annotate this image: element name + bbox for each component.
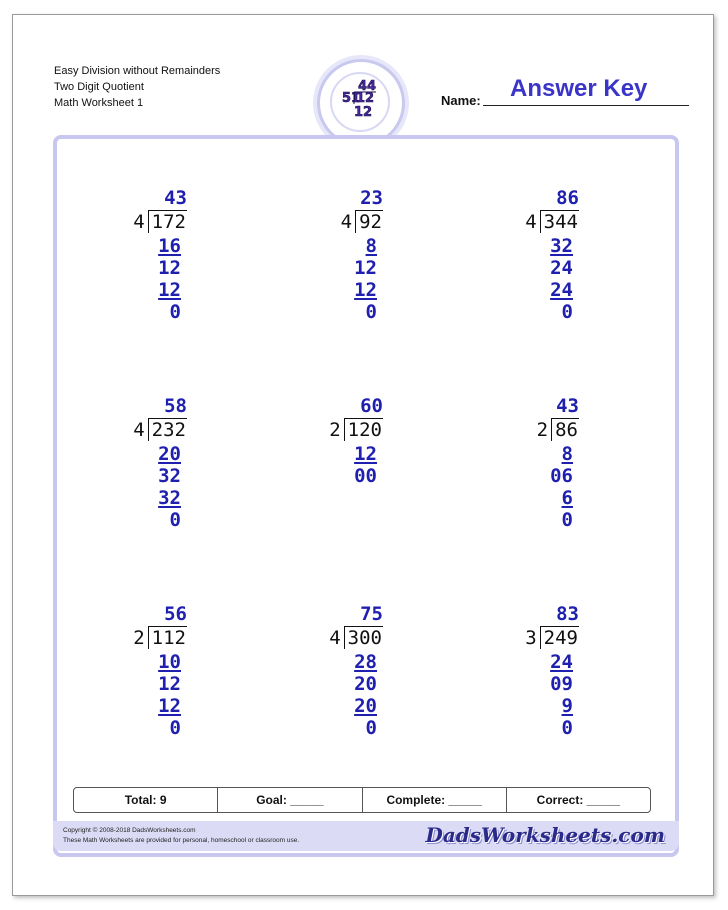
quotient: 56 <box>164 603 187 625</box>
work-step: 06 <box>550 465 573 487</box>
division-problem <box>67 603 187 743</box>
quotient: 75 <box>360 603 383 625</box>
footer <box>53 821 679 851</box>
dividend: 172 <box>148 210 187 233</box>
work-step: 0 <box>365 301 377 323</box>
work-step: 10 <box>158 651 181 673</box>
work-step: 12 <box>158 673 181 695</box>
work-step: 9 <box>561 695 573 717</box>
dividend: 232 <box>148 418 187 441</box>
work-step: 20 <box>354 673 377 695</box>
quotient: 83 <box>556 603 579 625</box>
dividend: 120 <box>344 418 383 441</box>
work-step: 24 <box>550 279 573 301</box>
work-step: 24 <box>550 651 573 673</box>
dividend: 112 <box>148 626 187 649</box>
score-bar <box>73 787 651 813</box>
dividend: 86 <box>551 418 579 441</box>
work-step: 12 <box>354 443 377 465</box>
copyright-text <box>63 826 299 846</box>
division-bracket <box>133 419 187 441</box>
work-step: 0 <box>561 509 573 531</box>
quotient: 43 <box>164 187 187 209</box>
divisor: 2 <box>536 419 549 441</box>
work-step: 0 <box>561 301 573 323</box>
work-step: 32 <box>158 465 181 487</box>
answer-key-text: Answer Key <box>510 75 648 102</box>
work-step: 6 <box>561 487 573 509</box>
division-bracket <box>133 211 187 233</box>
division-bracket <box>329 627 383 649</box>
division-bracket <box>329 419 383 441</box>
work-step: 00 <box>354 465 377 487</box>
work-step: 12 <box>354 257 377 279</box>
divisor: 3 <box>525 627 537 649</box>
divisor: 4 <box>133 419 145 441</box>
copyright-line: Copyright © 2008-2018 DadsWorksheets.com <box>63 827 196 834</box>
logo-digit-1: 44 <box>358 79 377 94</box>
division-problem <box>459 603 579 743</box>
name-label: Name: <box>441 93 481 108</box>
worksheet-number: Math Worksheet 1 <box>54 97 144 109</box>
work-step: 0 <box>365 717 377 739</box>
work-step: 32 <box>550 235 573 257</box>
division-logo-icon <box>317 59 405 147</box>
correct-cell[interactable]: Correct: _____ <box>536 793 621 807</box>
work-step: 0 <box>169 717 181 739</box>
logo-digits-art <box>332 74 388 130</box>
work-step: 12 <box>158 279 181 301</box>
work-step: 28 <box>354 651 377 673</box>
division-bracket <box>525 211 579 233</box>
work-step: 0 <box>169 301 181 323</box>
quotient: 58 <box>164 395 187 417</box>
work-step: 09 <box>550 673 573 695</box>
work-step: 12 <box>158 695 181 717</box>
divisor: 4 <box>340 211 353 233</box>
usage-notice: These Math Worksheets are provided for personal, homeschool or classroom use. <box>63 837 300 844</box>
division-bracket <box>525 627 579 649</box>
dividend: 92 <box>355 210 383 233</box>
division-problem <box>263 603 383 743</box>
division-problem <box>67 395 187 535</box>
divisor: 4 <box>329 627 341 649</box>
name-field-line[interactable] <box>483 105 689 106</box>
quotient: 60 <box>360 395 383 417</box>
work-step: 8 <box>561 443 573 465</box>
logo-digit-4: 12 <box>354 105 373 120</box>
quotient: 86 <box>556 187 579 209</box>
worksheet-page <box>12 14 714 896</box>
complete-cell[interactable]: Complete: _____ <box>363 788 507 812</box>
divisor: 4 <box>525 211 537 233</box>
logo-digit-2: 51 <box>342 91 361 106</box>
division-problem <box>459 187 579 327</box>
work-step: 20 <box>158 443 181 465</box>
work-step: 16 <box>158 235 181 257</box>
division-bracket <box>133 627 187 649</box>
divisor: 2 <box>329 419 341 441</box>
goal-cell[interactable]: Goal: _____ <box>218 788 362 812</box>
worksheet-title: Easy Division without Remainders <box>54 65 221 77</box>
dividend: 344 <box>540 210 579 233</box>
divisor: 2 <box>133 627 145 649</box>
brand-logo: DadsWorksheets.com <box>425 823 665 847</box>
logo-digit-3: 12 <box>356 91 375 106</box>
worksheet-subtitle: Two Digit Quotient <box>54 81 144 93</box>
division-problem <box>67 187 187 327</box>
work-step: 20 <box>354 695 377 717</box>
work-step: 12 <box>158 257 181 279</box>
division-bracket <box>537 419 579 441</box>
dividend: 249 <box>540 626 579 649</box>
work-step: 32 <box>158 487 181 509</box>
total-cell: Total: 9 <box>74 788 218 812</box>
divisor: 4 <box>133 211 145 233</box>
work-step: 0 <box>169 509 181 531</box>
division-problem <box>459 395 579 535</box>
work-step: 8 <box>365 235 377 257</box>
work-step: 0 <box>561 717 573 739</box>
work-step: 24 <box>550 257 573 279</box>
division-bracket <box>341 211 383 233</box>
division-problem <box>263 187 383 327</box>
quotient: 23 <box>360 187 383 209</box>
work-step: 12 <box>354 279 377 301</box>
dividend: 300 <box>344 626 383 649</box>
division-problem <box>263 395 383 535</box>
quotient: 43 <box>556 395 579 417</box>
